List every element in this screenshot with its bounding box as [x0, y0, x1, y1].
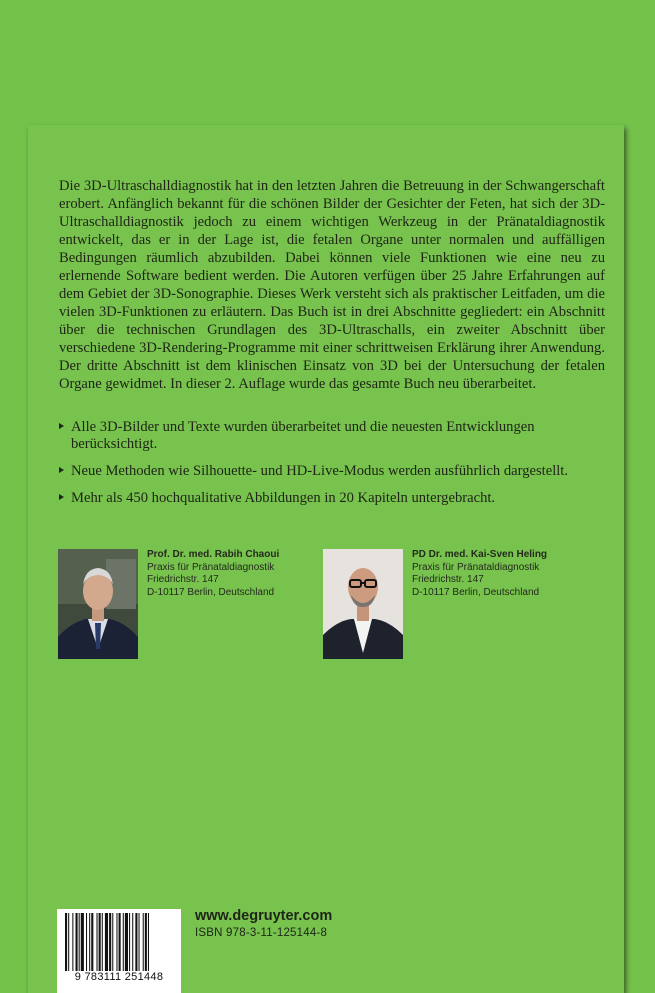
- feature-list: [59, 419, 605, 517]
- isbn-number: ISBN 978-3-11-125144-8: [195, 927, 328, 939]
- feature-item: Alle 3D-Bilder und Texte wurden überarbeitet und die neuesten Entwicklungen berücksichtigt.: [59, 419, 605, 453]
- author-name: Prof. Dr. med. Rabih Chaoui: [147, 549, 280, 560]
- author-street: Friedrichstr. 147: [412, 574, 484, 585]
- feature-item: Mehr als 450 hochqualitative Abbildungen in 20 Kapiteln untergebracht.: [59, 490, 605, 507]
- publisher-url: www.degruyter.com: [195, 908, 333, 924]
- bullet-triangle-icon: [59, 467, 64, 473]
- author-photo: [58, 549, 138, 659]
- author-city: D-10117 Berlin, Deutschland: [147, 586, 275, 598]
- feature-item: Neue Methoden wie Silhouette- und HD-Live-Modus werden ausführlich dargestellt.: [59, 463, 605, 480]
- author-name: PD Dr. med. Kai-Sven Heling: [412, 549, 548, 560]
- barcode-digits: 9 783111 251448: [74, 971, 164, 983]
- author-street: Friedrichstr. 147: [147, 574, 219, 585]
- publisher-block: [195, 907, 332, 941]
- barcode-bars-icon: [64, 913, 174, 971]
- author-practice: Praxis für Pränataldiagnostik: [412, 561, 540, 573]
- author-info: [412, 549, 582, 599]
- author-city: D-10117 Berlin, Deutschland: [412, 586, 540, 598]
- author-practice: Praxis für Pränataldiagnostik: [147, 561, 275, 573]
- bullet-triangle-icon: [59, 423, 64, 429]
- author-info: [147, 549, 317, 599]
- bullet-triangle-icon: [59, 494, 64, 500]
- book-abstract: Die 3D-Ultraschalldiagnostik hat in den letzten Jahren die Betreuung in der Schwangerschaft erobert. Anfänglich bekannt für die schönen Bilder der Gesichter der Feten, hat sich der 3D-Ultraschalldiagnostik jedoch zu einem wichtigen Werkzeug in der Pränataldiagnostik entwickelt, das er in der Lage ist, die fetalen Organe unter normalen und auffälligen Bedingungen räumlich abzubilden. Dabei können viele Funktionen wie eine neu zu erlernende Software bedient werden. Die Autoren verfügen über 25 Jahre Erfahrungen auf dem Gebiet der 3D-Sonographie. Dieses Werk versteht sich als praktischer Leitfaden, um die vielen 3D-Funktionen zu erläutern. Das Buch ist in drei Abschnitte gegliedert: ein Abschnitt über die technischen Grundlagen des 3D-Ultraschalls, ein zweiter Abschnitt über verschiedene 3D-Rendering-Programme mit einer schrittweisen Erklärung ihrer Anwendung. Der dritte Abschnitt ist dem klinischen Einsatz von 3D bei der Untersuchung der fetalen Organe gewidmet. In dieser 2. Auflage wurde das gesamte Buch neu überarbeitet.: [59, 178, 605, 392]
- author-photo: [323, 549, 403, 659]
- isbn-barcode: [57, 909, 181, 993]
